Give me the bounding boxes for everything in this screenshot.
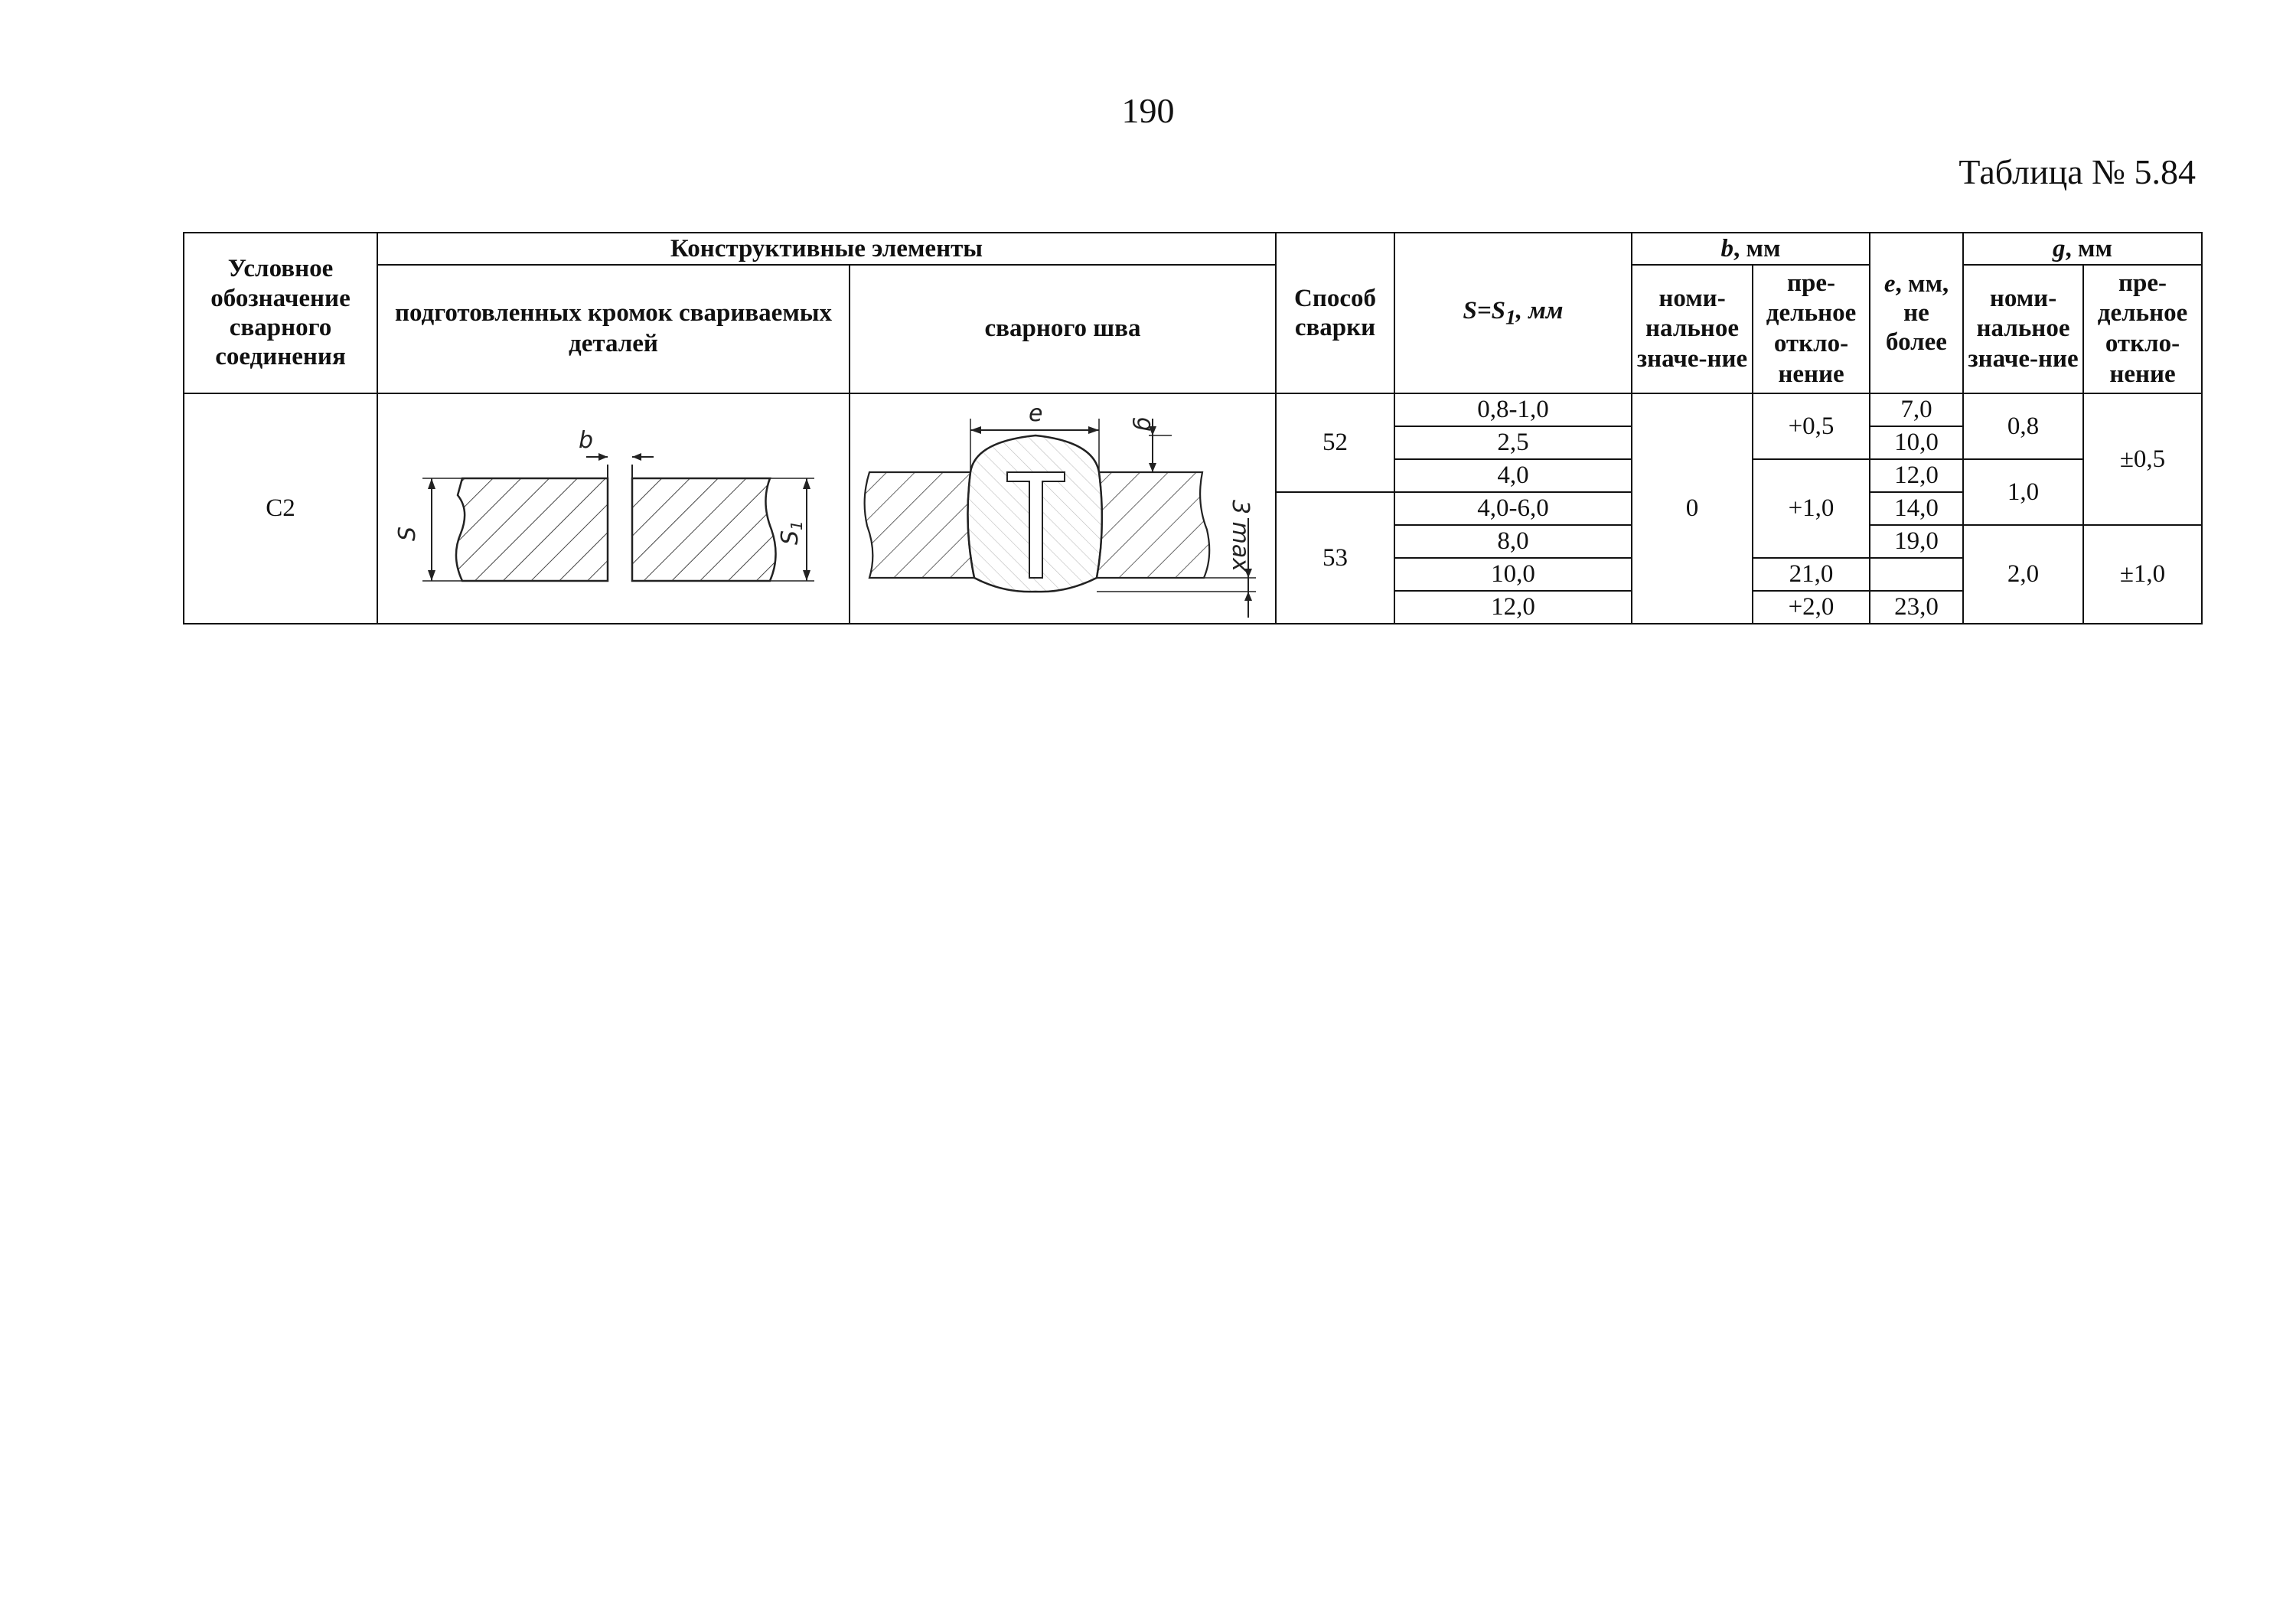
thickness-cell: 4,0 — [1394, 459, 1632, 492]
weld-seam-drawing — [850, 393, 1276, 624]
g-deviation-cell: ±1,0 — [2083, 525, 2202, 624]
e-cell: 14,0 — [1870, 492, 1963, 525]
thickness-label: S — [394, 526, 421, 541]
header-designation: Условное обозначение сварного соединения — [184, 233, 377, 393]
root-label: 3 max — [1227, 500, 1254, 572]
g-nominal-cell: 0,8 — [1963, 393, 2083, 459]
joint-designation: С2 — [184, 393, 377, 624]
e-cell: 21,0 — [1753, 558, 1870, 591]
header-prepared-edges: подготовленных кромок свариваемых деталей — [377, 265, 850, 393]
header-g: g, мм — [1963, 233, 2202, 265]
header-thickness: $S=S_1$, мм — [1394, 233, 1632, 393]
e-cell: 12,0 — [1870, 459, 1963, 492]
header-weld-seam: сварного шва — [850, 265, 1276, 393]
b-deviation-cell: +0,5 — [1753, 393, 1870, 459]
weld-seam-figure — [850, 396, 1273, 621]
b-nominal-cell: 0 — [1632, 393, 1753, 624]
thickness-cell: 2,5 — [1394, 426, 1632, 459]
header-design-elements: Конструктивные элементы — [377, 233, 1276, 265]
header-e: e, мм, не более — [1870, 233, 1963, 393]
table-caption: Таблица № 5.84 — [1958, 152, 2196, 191]
header-b-nominal: номи-нальное значе-ние — [1632, 265, 1753, 393]
e-cell: 19,0 — [1870, 525, 1963, 558]
method-52: 52 — [1276, 393, 1394, 492]
header-method: Способ сварки — [1276, 233, 1394, 393]
header-g-nominal: номи-нальное значе-ние — [1963, 265, 2083, 393]
header-g-deviation: пре-дельное откло-нение — [2083, 265, 2202, 393]
weld-joint-table — [183, 232, 2203, 624]
thickness1-label: $S_1$ — [777, 520, 806, 545]
method-53: 53 — [1276, 492, 1394, 624]
thickness-cell: 4,0-6,0 — [1394, 492, 1632, 525]
height-label: g — [1131, 417, 1158, 432]
thickness-cell: 8,0 — [1394, 525, 1632, 558]
edge-preparation-drawing — [377, 393, 850, 624]
e-cell: 7,0 — [1870, 393, 1963, 426]
header-b-deviation: пре-дельное откло-нение — [1753, 265, 1870, 393]
gap-label: b — [579, 427, 594, 454]
header-b: b, мм — [1632, 233, 1870, 265]
g-nominal-cell: 2,0 — [1963, 525, 2083, 624]
g-nominal-cell: 1,0 — [1963, 459, 2083, 525]
width-label: e — [1029, 400, 1043, 427]
edge-prep-figure — [378, 396, 846, 621]
g-deviation-cell: ±0,5 — [2083, 393, 2202, 525]
b-deviation-cell: +2,0 — [1753, 591, 1870, 624]
thickness-cell: 12,0 — [1394, 591, 1632, 624]
thickness-cell: 0,8-1,0 — [1394, 393, 1632, 426]
e-cell: 10,0 — [1870, 426, 1963, 459]
page-number: 190 — [1121, 91, 1175, 130]
thickness-cell: 10,0 — [1394, 558, 1632, 591]
b-deviation-cell: +1,0 — [1753, 459, 1870, 558]
e-cell: 23,0 — [1870, 591, 1963, 624]
